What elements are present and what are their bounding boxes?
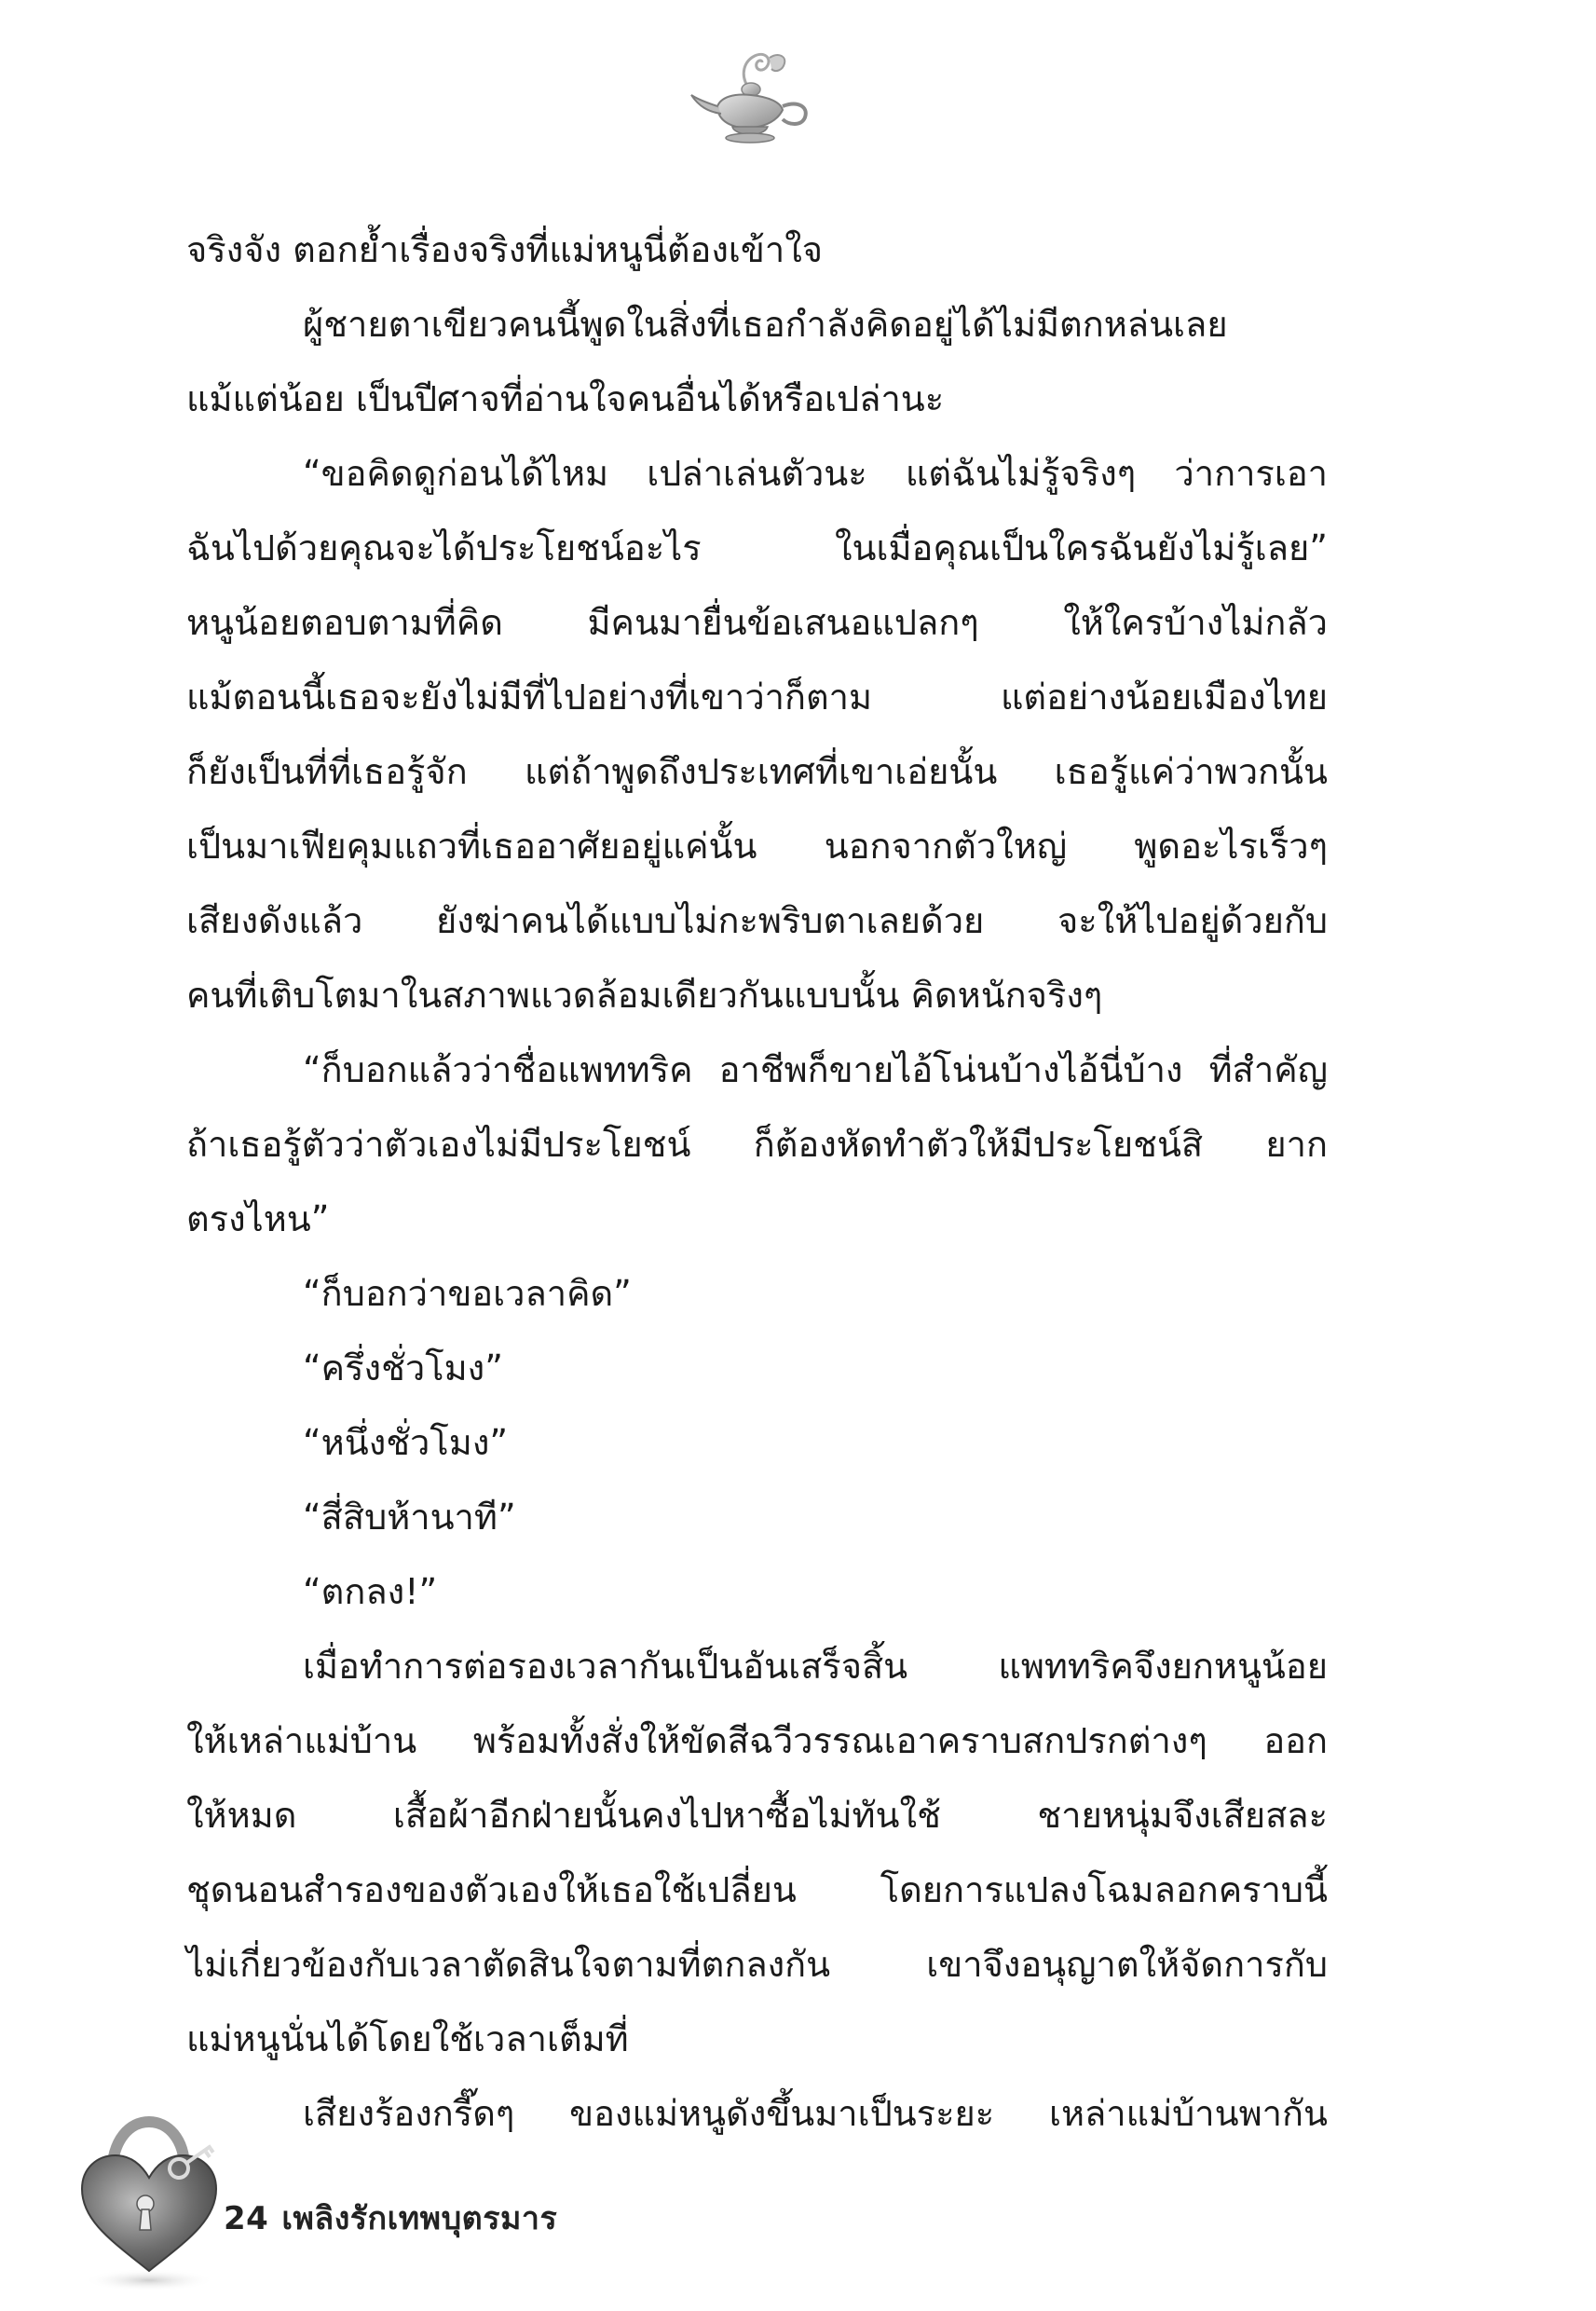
text-line: “ก็บอกแล้วว่าชื่อแพททริค อาชีพก็ขายไอ้โน่นบ้างไอ้นี่บ้าง ที่สำคัญ xyxy=(303,1049,1328,1090)
text-line: “ครึ่งชั่วโมง” xyxy=(303,1347,503,1388)
text-line: “สี่สิบห้านาที” xyxy=(303,1497,516,1538)
text-line: “หนึ่งชั่วโมง” xyxy=(303,1422,509,1463)
text-line: แม้ตอนนี้เธอจะยังไม่มีที่ไปอย่างที่เขาว่าก็ตาม แต่อย่างน้อยเมืองไทย xyxy=(186,677,1328,718)
text-line: แม่หนูนั่นได้โดยใช้เวลาเต็มที่ xyxy=(186,2018,629,2059)
text-line: หนูน้อยตอบตามที่คิด มีคนมายื่นข้อเสนอแปลกๆ ให้ใครบ้างไม่กลัว xyxy=(186,602,1328,643)
text-line: เมื่อทำการต่อรองเวลากันเป็นอันเสร็จสิ้น แพททริคจึงยกหนูน้อย xyxy=(303,1646,1328,1687)
text-line: ผู้ชายตาเขียวคนนี้พูดในสิ่งที่เธอกำลังคิดอยู่ได้ไม่มีตกหล่นเลย xyxy=(303,304,1228,345)
text-line: ก็ยังเป็นที่ที่เธอรู้จัก แต่ถ้าพูดถึงประเทศที่เขาเอ่ยนั้น เธอรู้แค่ว่าพวกนั้น xyxy=(186,751,1328,792)
text-line: คนที่เติบโตมาในสภาพแวดล้อมเดียวกันแบบนั้น คิดหนักจริงๆ xyxy=(186,975,1103,1016)
text-line: เสียงร้องกรี๊ดๆ ของแม่หนูดังขึ้นมาเป็นระยะ เหล่าแม่บ้านพากัน xyxy=(303,2093,1328,2134)
page-text xyxy=(186,212,1328,2151)
text-line: เสียงดังแล้ว ยังฆ่าคนได้แบบไม่กะพริบตาเลยด้วย จะให้ไปอยู่ด้วยกับ xyxy=(186,900,1328,941)
text-line: “ตกลง!” xyxy=(303,1571,438,1612)
page-number: 24 xyxy=(224,2200,269,2237)
text-line: ไม่เกี่ยวข้องกับเวลาตัดสินใจตามที่ตกลงกัน เขาจึงอนุญาตให้จัดการกับ xyxy=(186,1944,1328,1985)
text-line: ให้เหล่าแม่บ้าน พร้อมทั้งสั่งให้ขัดสีฉวีวรรณเอาคราบสกปรกต่างๆ ออก xyxy=(186,1720,1328,1761)
text-line: ให้หมด เสื้อผ้าอีกฝ่ายนั้นคงไปหาซื้อไม่ทันใช้ ชายหนุ่มจึงเสียสละ xyxy=(186,1795,1328,1836)
text-line: ถ้าเธอรู้ตัวว่าตัวเองไม่มีประโยชน์ ก็ต้องหัดทำตัวให้มีประโยชน์สิ ยาก xyxy=(186,1124,1328,1165)
heart-lock-icon xyxy=(75,2111,233,2297)
text-line: “ขอคิดดูก่อนได้ไหม เปล่าเล่นตัวนะ แต่ฉันไม่รู้จริงๆ ว่าการเอา xyxy=(303,453,1328,494)
text-line: ตรงไหน” xyxy=(186,1198,330,1239)
text-line: ชุดนอนสำรองของตัวเองให้เธอใช้เปลี่ยน โดยการแปลงโฉมลอกคราบนี้ xyxy=(186,1869,1328,1910)
text-line: เป็นมาเฟียคุมแถวที่เธออาศัยอยู่แค่นั้น นอกจากตัวใหญ่ พูดอะไรเร็วๆ xyxy=(186,826,1328,867)
genie-lamp-icon xyxy=(689,48,820,151)
text-line: จริงจัง ตอกย้ำเรื่องจริงที่แม่หนูนี่ต้องเข้าใจ xyxy=(186,229,824,270)
page-footer xyxy=(0,2111,1596,2311)
text-line: ฉันไปด้วยคุณจะได้ประโยชน์อะไร ในเมื่อคุณเป็นใครฉันยังไม่รู้เลย” xyxy=(186,527,1328,568)
book-title: เพลิงรักเทพบุตรมาร xyxy=(281,2200,558,2237)
text-line: “ก็บอกว่าขอเวลาคิด” xyxy=(303,1273,632,1314)
page-folio xyxy=(224,2193,557,2243)
text-line: แม้แต่น้อย เป็นปีศาจที่อ่านใจคนอื่นได้หรือเปล่านะ xyxy=(186,378,945,419)
